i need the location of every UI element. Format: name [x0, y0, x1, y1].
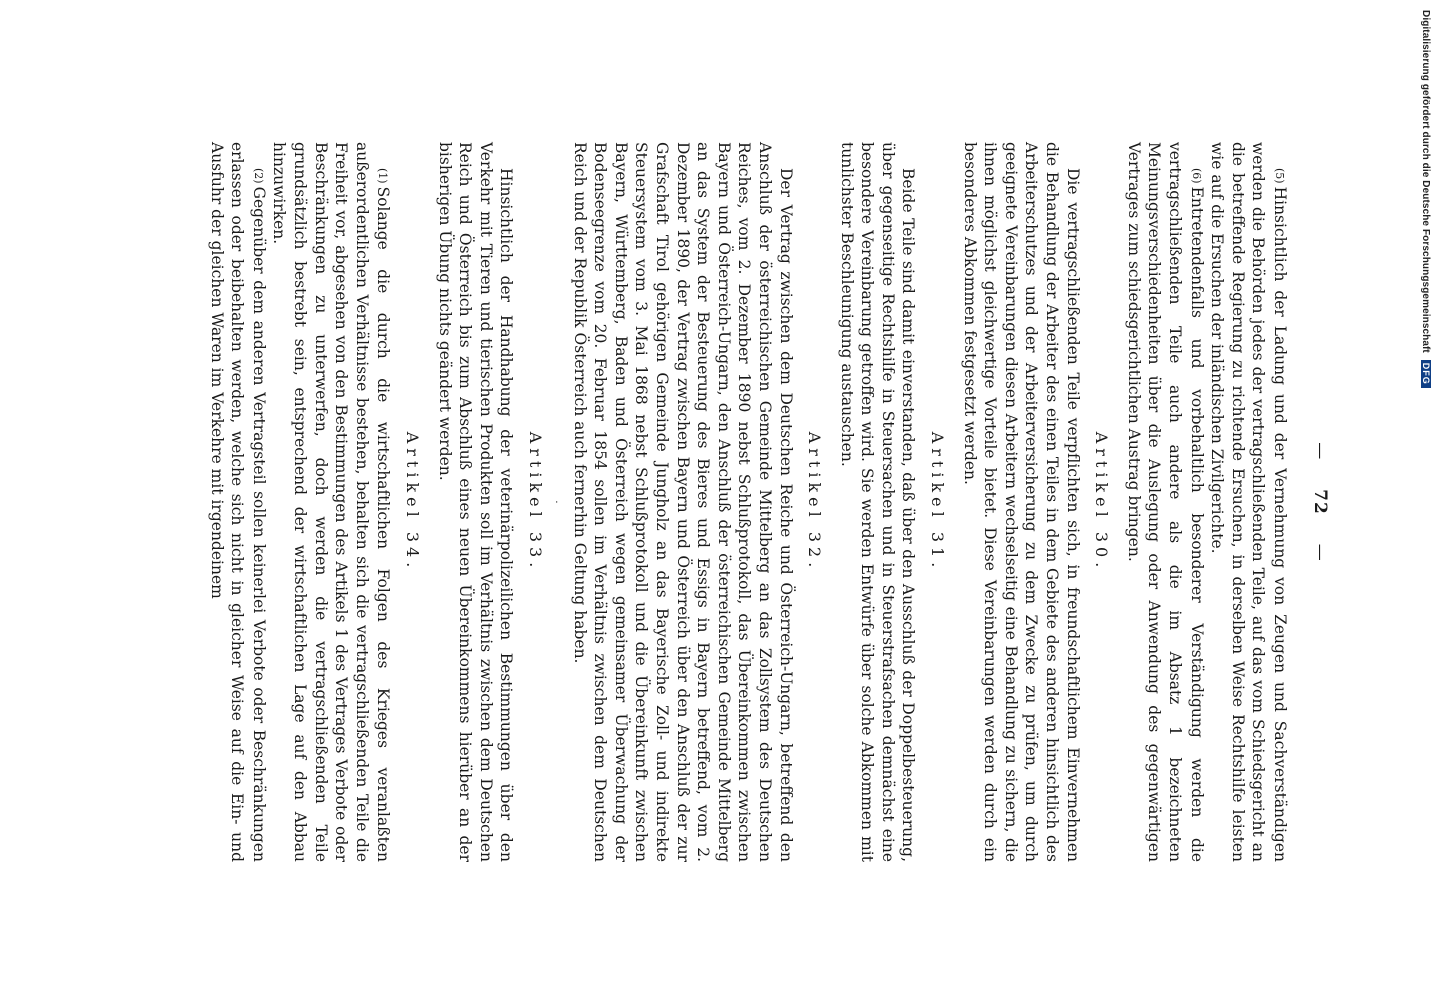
paragraph-number: (5): [1273, 168, 1286, 184]
paragraph-number: (6): [1189, 168, 1203, 184]
digitization-credit: [1417, 10, 1431, 390]
page-header: [1310, 142, 1330, 862]
article-30-text: Die vertragschließenden Teile verpflichten sich, in freundschaftlichem Einvernehmen die Behandlung der Arbeiter des einen Teiles in dem Gebiete des anderen hinsichtlich des Arbeiterschutzes und der Arbeiterversicherung zu dem Zwecke zu prüfen, um durch geeignete Vereinbarungen diesen Arbeitern wechselseitig eine Behandlung zu sichern, die ihnen möglichst gleichwertige Vorteile bietet. Diese Vereinbarungen werden durch ein besonderes Abkommen festgesetzt werden.: [960, 142, 1082, 862]
article-34-paragraph-2: [206, 142, 269, 862]
page-number: 72: [1310, 489, 1330, 515]
header-dash-left: —: [1310, 442, 1330, 461]
document-body: [206, 142, 1290, 862]
article-33-mark: ·: [550, 500, 561, 504]
digitization-credit-text: [1420, 10, 1431, 390]
article-31-heading: Artikel 31.: [928, 431, 948, 573]
paragraph-text: Entretendenfalls und vorbehaltlich besonderer Verständigung werden die vertragschließenden Teile auch andere als die im Absatz 1 bezeichneten Meinungsverschiedenheiten über die Auslegung oder Anwendung des gegenwärtigen Vertrages zum schiedsgerichtlichen Austrag bringen.: [1124, 142, 1206, 862]
credit-text: Digitalisierung gefördert durch die Deutsche Forschungsgemeinschaft: [1420, 10, 1431, 353]
article-34-paragraph-1: [269, 142, 394, 862]
dfg-logo: DFG: [1421, 360, 1431, 388]
article-33-text: Hinsichtlich der Handhabung der veterinärpolizeilichen Bestimmungen über den Verkehr mit Tieren und tierischen Produkten soll im Verhältnis zwischen dem Deutschen Reich und Österreich bis zum Abschluß eines neuen Übereinkommens hierüber an der bisherigen Übung nichts geändert werden.: [435, 142, 516, 862]
paragraph-number: (2): [251, 168, 265, 184]
article-30-heading: Artikel 30.: [1092, 431, 1112, 573]
article-33-heading: Artikel 33.: [526, 431, 545, 573]
article-31-text: Beide Teile sind damit einverstanden, daß über den Ausschluß der Doppelbesteuerung, über gegenseitige Rechtshilfe in Steuersachen und in Steuerstrafsachen demnächst eine besondere Vereinbarung getroffen wird. Sie werden Entwürfe über solche Abkommen mit tunlichster Beschleunigung austauschen.: [837, 142, 918, 862]
article-34-heading: Artikel 34.: [403, 431, 423, 573]
article-32-heading: Artikel 32.: [805, 431, 825, 573]
paragraph-number: (1): [376, 168, 390, 184]
paragraph-text: Gegenüber dem anderen Vertragsteil sollen keinerlei Verbote oder Beschränkungen erlassen oder beibehalten werden, welche sich nicht in gleicher Weise auf die Ein- und Ausfuhr der gleichen Waren im Verkehre mit irgendeinem: [207, 142, 268, 862]
paragraph-text: Solange die durch die wirtschaftlichen Folgen des Krieges veranlaßten außerordentlichen Verhältnisse bestehen, behalten sich die vertragschließenden Teile die Freiheit vor, abgesehen von den Bestimmungen des Artikels 1 des Vertrages Verbote oder Beschränkungen zu unterwerfen, doch werden die vertragschließenden Teile grundsätzlich bestrebt sein, entsprechend der wirtschaftlichen Lage auf den Abbau hinzuwirken.: [270, 142, 393, 862]
paragraph-6: [1123, 142, 1206, 862]
paragraph-5: [1207, 142, 1290, 862]
paragraph-text: Hinsichtlich der Ladung und der Vernehmung von Zeugen und Sachverständigen werden die Behörden jedes der vertragschließenden Teile, auf das vom Schiedsgericht an die betreffende Regierung zu richtende Ersuchen, in derselben Weise Rechtshilfe leisten wie auf die Ersuchen der inländischen Zivilgerichte.: [1208, 142, 1289, 862]
rotated-page: [110, 142, 1330, 862]
header-dash-right: —: [1310, 543, 1330, 562]
article-32-text: Der Vertrag zwischen dem Deutschen Reiche und Österreich-Ungarn, betreffend den Anschluß der österreichischen Gemeinde Mittelberg an das Zollsystem des Deutschen Reiches, vom 2. Dezember 1890 nebst Schlußprotokoll, das Übereinkommen zwischen Bayern und Österreich-Ungarn, den Anschluß der österreichischen Gemeinde Mittelberg an das System der Besteuerung des Bieres und Essigs in Bayern betreffend, vom 2. Dezember 1890, der Vertrag zwischen Bayern und Österreich über den Anschluß der zur Grafschaft Tirol gehörigen Gemeinde Jungholz an das Bayerische Zoll- und indirekte Steuersystem vom 3. Mai 1868 nebst Schlußprotokoll und die Übereinkunft zwischen Bayern, Württemberg, Baden und Österreich wegen gemeinsamer Überwachung der Bodenseegrenze vom 20. Februar 1854 sollen im Verhältnis zwischen dem Deutschen Reich und der Republik Österreich auch fernerhin Geltung haben.: [570, 142, 795, 862]
